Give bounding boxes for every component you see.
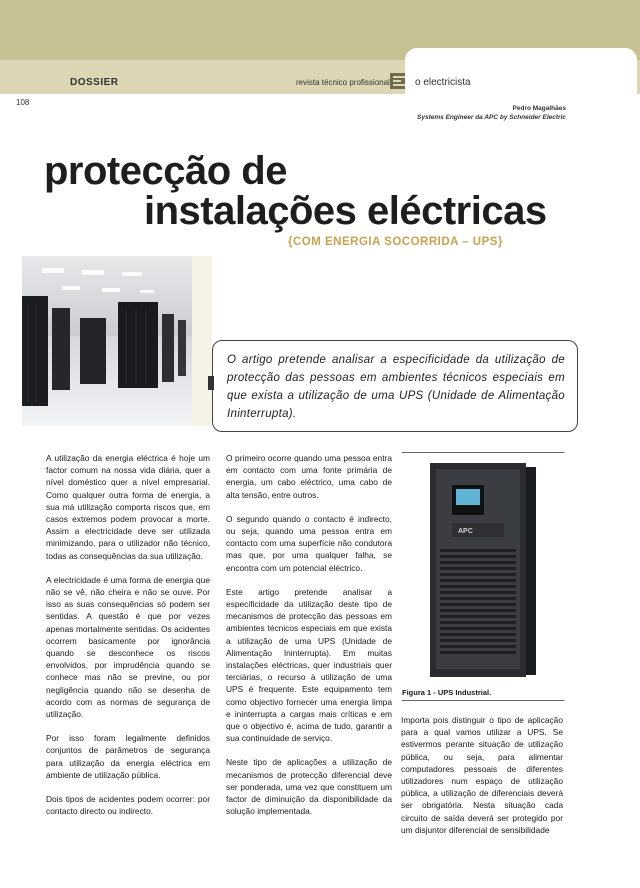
figure-caption: Figura 1 - UPS Industrial. [402,688,564,701]
paragraph: O primeiro ocorre quando uma pessoa entra em contacto com uma fonte primária de energia, um cabo eléctrico, uma cabo de alta tensão, entre outros. [226,453,392,500]
paragraph: Por isso foram legalmente definidos conjuntos de parâmetros de segurança para utilização da energia eléctrica em ambiente de utilização pública. [46,733,210,780]
article-abstract: O artigo pretende analisar a especificidade da utilização de protecção das pessoas em ambientes técnicos especiais em que exista a utilização de uma UPS (Unidade de Alimentação Ininterrupta). [212,340,578,432]
magazine-tagline: revista técnico profissional [296,78,390,87]
article-title-line-2: instalações eléctricas [144,189,547,233]
ups-brand-label: APC [458,528,473,535]
brand-tab [405,48,637,94]
article-subtitle: {COM ENERGIA SOCORRIDA – UPS} [288,236,503,248]
paragraph: Este artigo pretende analisar a especificidade da utilização deste tipo de mecanismos de protecção das pessoas em ambientes técnicos especiais em que exista a utilização de uma UPS (Unidade de Alimentação Ininterrupta). Em muitas instalações eléctricas, quer industriais quer terciárias, o recurso à utilização de uma UPS é frequente. Este equipamento tem como objectivo fornecer uma energia limpa e ininterrupta a cargas mais críticas e em que o objectivo é, acima de tudo, garantir a sua continuidade de serviço. [226,586,392,744]
author-name: Pedro Magalhães [512,105,566,112]
paragraph: O segundo quando o contacto é indirecto, ou seja, quando uma pessoa entra em contacto com uma superfície não condutora mas que, por uma qualquer falha, se encontra com um potencial eléctrico. [226,513,392,573]
page-number: 108 [16,98,30,107]
paragraph: Dois tipos de acidentes podem ocorrer: por contacto directo ou indirecto. [46,794,210,817]
byline [417,104,566,122]
ups-figure [402,452,564,684]
text-column-2 [226,452,392,829]
paragraph: A electricidade é uma forma de energia que não se vê, não cheira e não se ouve. Por isso as suas consequências só podem ser sentidas. A questão é que por vezes apenas mortalmente sentidas. Os acidentes ocorrem basicamente por ignorância quando se desconhece os riscos envolvidos, por imprudência quando se conhece mas não se previne, ou por negligência quando não se desenha de acordo com as normas de segurança de utilização. [46,574,210,720]
paragraph: Neste tipo de aplicações a utilização de mecanismos de protecção diferencial deve ser ponderada, uma vez que constituem um factor de diminuição da disponibilidade da solução implementada. [226,757,392,817]
author-role: Systems Engineer da APC by Schneider Electric [417,114,566,121]
paragraph: A utilização da energia eléctrica é hoje um factor comum na nossa vida diária, quer a nível doméstico quer a nível empresarial. Como qualquer outra forma de energia, a sua má utilização comporta riscos que, em casos extremos podem provocar a morte. Assim a electricidade deve ser utilizada minimizando, para o utilizador não técnico, todas as consequências da sua utilização. [46,453,210,561]
abstract-marker [208,376,214,390]
datacenter-photo [22,256,212,426]
article-title-line-1: protecção de [44,149,287,193]
paragraph: Importa pois distinguir o tipo de aplicação para a qual vamos utilizar a UPS. Se estivermos perante situação de utilização pública, ou seja, para alimentar computadores pessoais de diferentes utilizadores num espaço de utilização pública, a utilização de diferenciais deverá ser obrigatória. Nesta situação cada circuito de saída deverá ser protegido por um disjuntor diferencial de sensibilidade [401,715,563,835]
section-label: DOSSIER [70,77,119,88]
text-column-1 [46,452,210,829]
text-column-3 [401,714,563,848]
magazine-brand: o electricista [415,77,471,88]
